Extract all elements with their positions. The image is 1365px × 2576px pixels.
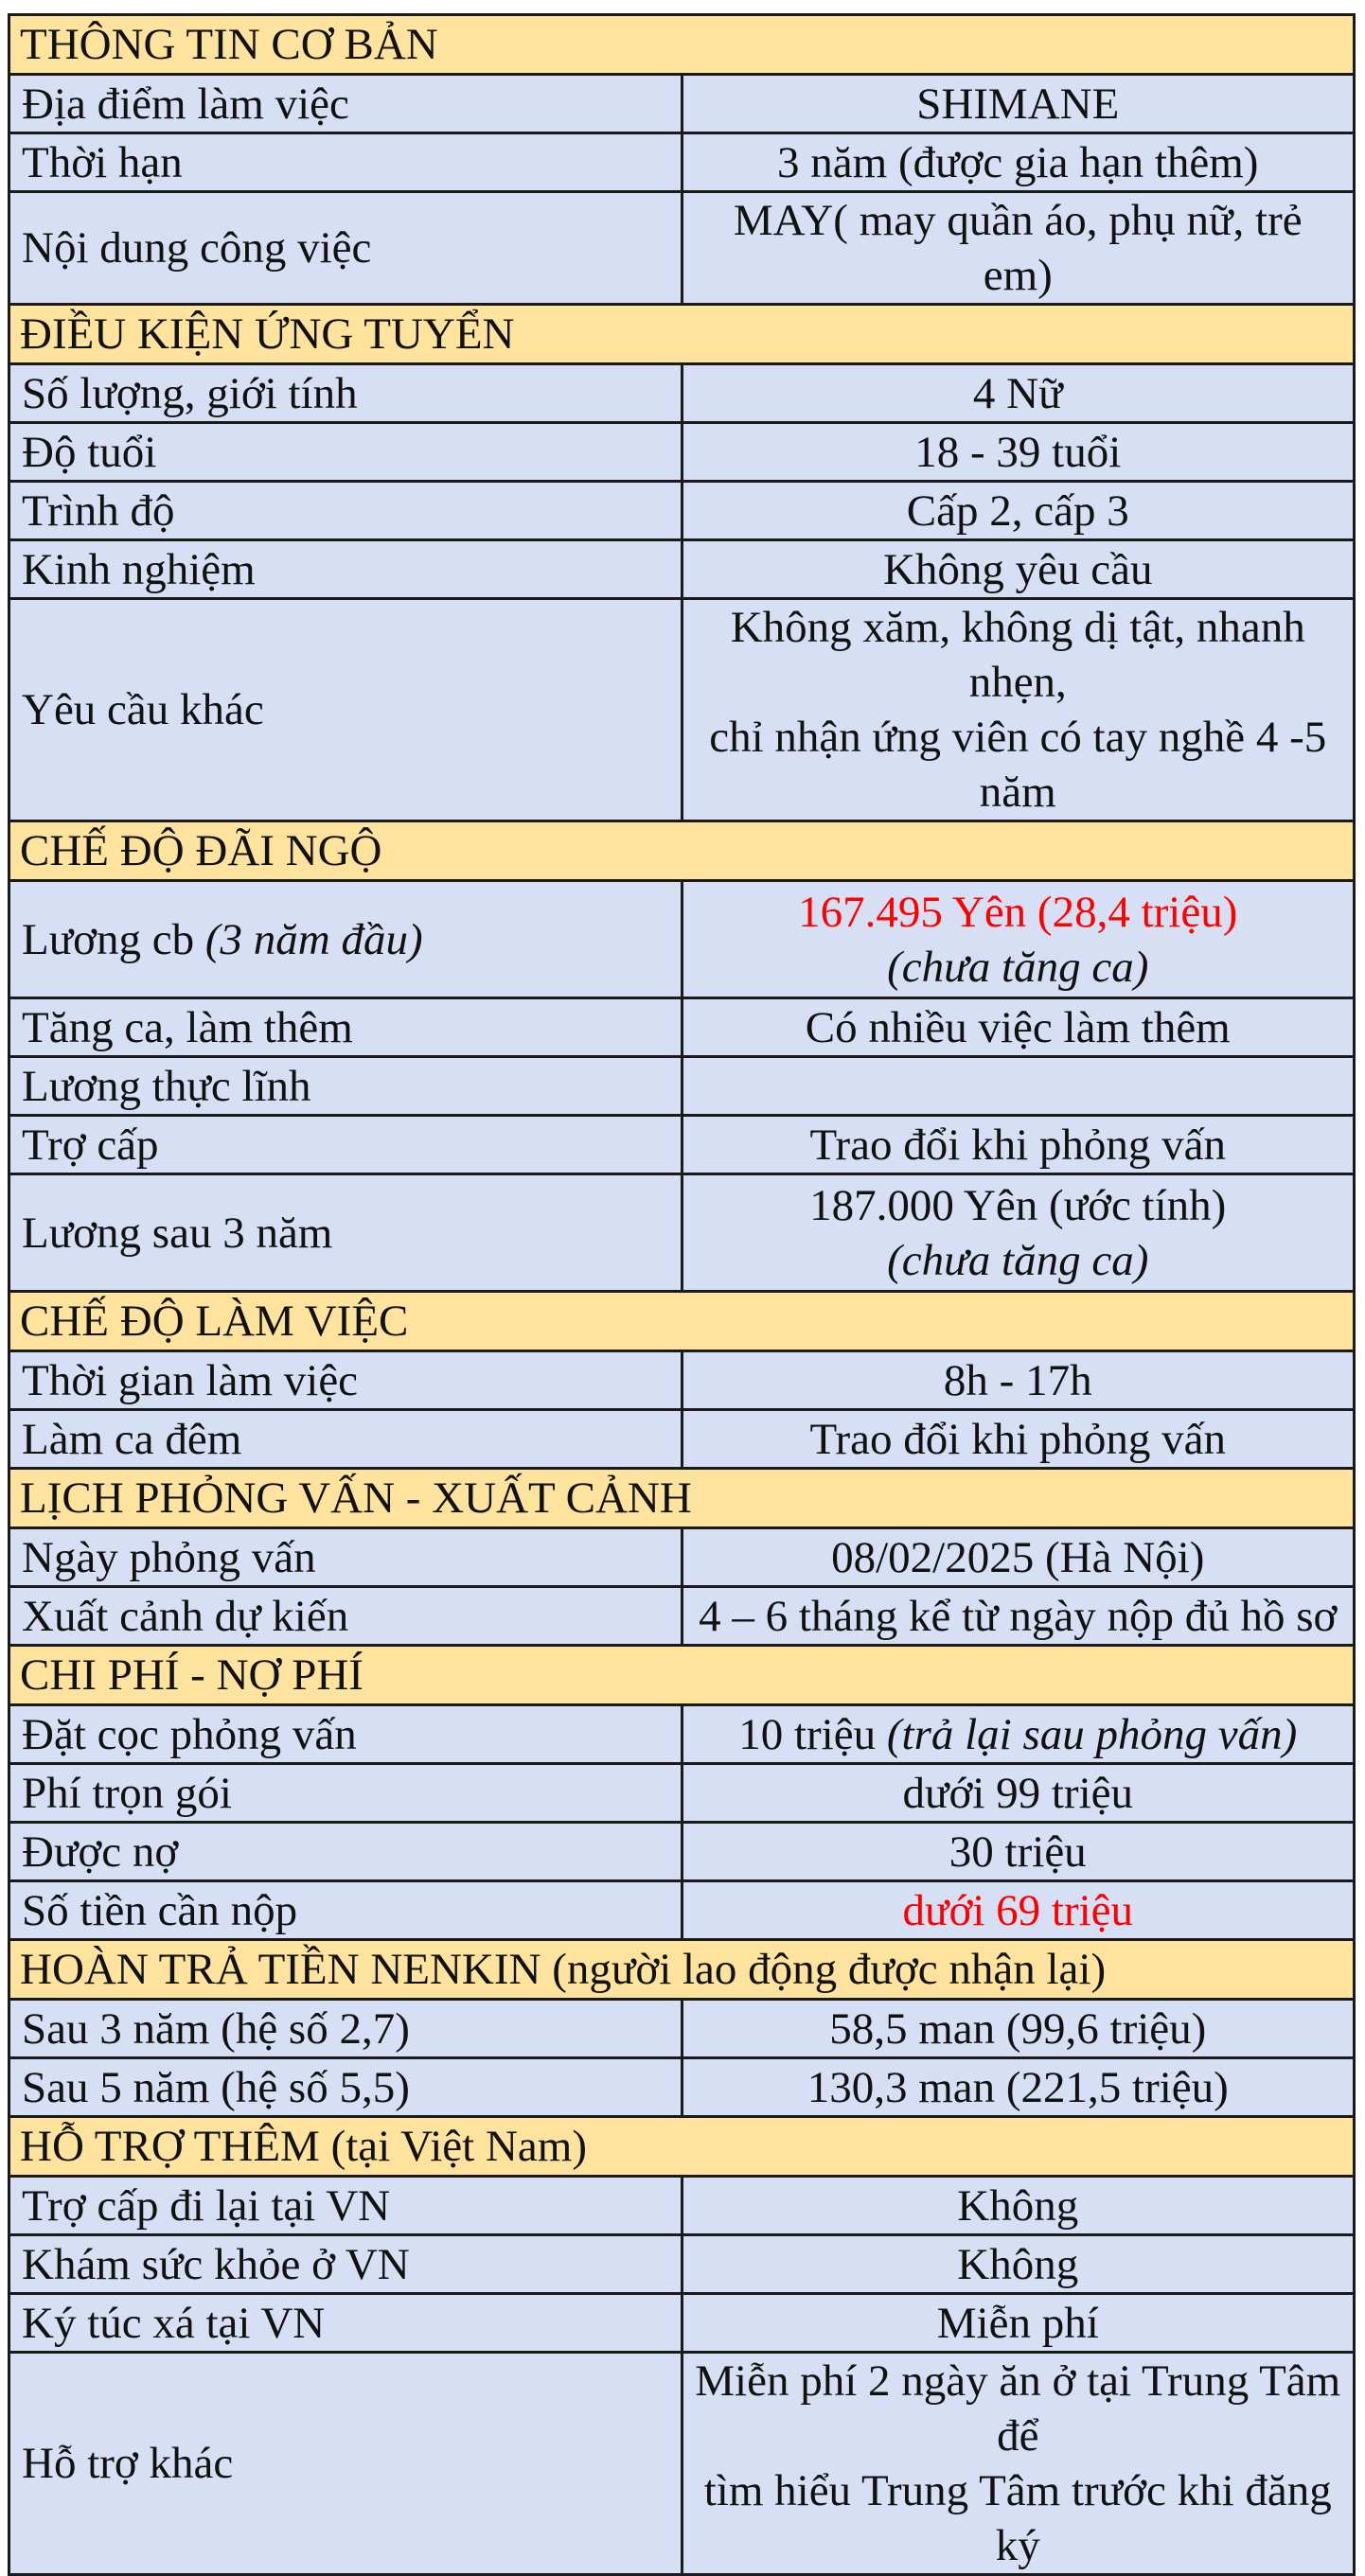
row-label: Trợ cấp đi lại tại VN xyxy=(9,2177,682,2235)
row-value: SHIMANE xyxy=(682,75,1355,133)
table-row xyxy=(9,1351,1355,1410)
table-row xyxy=(9,1705,1355,1764)
row-value: Trao đổi khi phỏng vấn xyxy=(682,1410,1355,1469)
table-row xyxy=(9,2235,1355,2294)
deposit-note: (trả lại sau phỏng vấn) xyxy=(886,1709,1298,1759)
salary-amount: 167.495 Yên (28,4 triệu) xyxy=(798,887,1238,937)
label-note: (3 năm đầu) xyxy=(204,914,423,964)
table-row xyxy=(9,1823,1355,1881)
section-title: CHẾ ĐỘ LÀM VIỆC xyxy=(9,1292,1355,1351)
row-value: Cấp 2, cấp 3 xyxy=(682,482,1355,540)
row-label: Trợ cấp xyxy=(9,1116,682,1174)
section-title: LỊCH PHỎNG VẤN - XUẤT CẢNH xyxy=(9,1469,1355,1528)
row-value: Không xyxy=(682,2177,1355,2235)
table-row xyxy=(9,482,1355,540)
table-row xyxy=(9,1881,1355,1940)
row-label: Trình độ xyxy=(9,482,682,540)
table-row xyxy=(9,2353,1355,2575)
value-line-1: Không xăm, không dị tật, nhanh nhẹn, xyxy=(730,603,1305,707)
table-row xyxy=(9,1587,1355,1646)
table-row xyxy=(9,192,1355,305)
row-label: Thời hạn xyxy=(9,133,682,192)
row-label xyxy=(9,881,682,998)
row-value xyxy=(682,1705,1355,1764)
row-label: Được nợ xyxy=(9,1823,682,1881)
row-value: 18 - 39 tuổi xyxy=(682,423,1355,482)
row-value: dưới 69 triệu xyxy=(682,1881,1355,1940)
row-value: dưới 99 triệu xyxy=(682,1764,1355,1823)
row-label: Sau 3 năm (hệ số 2,7) xyxy=(9,2000,682,2058)
value-line-1: 187.000 Yên (ước tính) xyxy=(809,1180,1227,1230)
row-label: Hỗ trợ khác xyxy=(9,2353,682,2575)
table-row xyxy=(9,364,1355,423)
section-schedule xyxy=(9,1469,1355,1528)
table-row xyxy=(9,1116,1355,1174)
row-label: Đặt cọc phỏng vấn xyxy=(9,1705,682,1764)
section-costs xyxy=(9,1646,1355,1705)
section-title: ĐIỀU KIỆN ỨNG TUYỂN xyxy=(9,305,1355,364)
row-value xyxy=(682,2353,1355,2575)
table-row xyxy=(9,1764,1355,1823)
table-row xyxy=(9,75,1355,133)
value-line-2: (chưa tăng ca) xyxy=(887,1235,1149,1285)
row-label: Sau 5 năm (hệ số 5,5) xyxy=(9,2058,682,2117)
row-label: Thời gian làm việc xyxy=(9,1351,682,1410)
row-value xyxy=(682,599,1355,821)
table-row xyxy=(9,1057,1355,1116)
section-nenkin xyxy=(9,1940,1355,2000)
row-label: Yêu cầu khác xyxy=(9,599,682,821)
row-label: Số tiền cần nộp xyxy=(9,1881,682,1940)
job-info-table xyxy=(8,13,1356,2576)
table-row xyxy=(9,540,1355,599)
section-requirements xyxy=(9,305,1355,364)
table-row xyxy=(9,998,1355,1057)
row-value: 58,5 man (99,6 triệu) xyxy=(682,2000,1355,2058)
row-label: Địa điểm làm việc xyxy=(9,75,682,133)
row-label: Ngày phỏng vấn xyxy=(9,1528,682,1587)
table-row xyxy=(9,2177,1355,2235)
label-text: Lương cb xyxy=(22,914,205,964)
row-label: Xuất cảnh dự kiến xyxy=(9,1587,682,1646)
table-row xyxy=(9,1174,1355,1292)
section-benefits xyxy=(9,821,1355,881)
row-value xyxy=(682,1057,1355,1116)
row-label: Phí trọn gói xyxy=(9,1764,682,1823)
row-value xyxy=(682,881,1355,998)
table-row xyxy=(9,1528,1355,1587)
section-basic xyxy=(9,15,1355,75)
row-value: 30 triệu xyxy=(682,1823,1355,1881)
row-label: Độ tuổi xyxy=(9,423,682,482)
row-label: Nội dung công việc xyxy=(9,192,682,305)
table-row xyxy=(9,2000,1355,2058)
row-value: Trao đổi khi phỏng vấn xyxy=(682,1116,1355,1174)
value-line-2: tìm hiểu Trung Tâm trước khi đăng ký xyxy=(703,2466,1332,2570)
value-line-1: Miễn phí 2 ngày ăn ở tại Trung Tâm để xyxy=(695,2356,1341,2461)
row-value: 130,3 man (221,5 triệu) xyxy=(682,2058,1355,2117)
row-label: Ký túc xá tại VN xyxy=(9,2294,682,2353)
row-value: 08/02/2025 (Hà Nội) xyxy=(682,1528,1355,1587)
row-label: Khám sức khỏe ở VN xyxy=(9,2235,682,2294)
table-row xyxy=(9,133,1355,192)
row-label: Tăng ca, làm thêm xyxy=(9,998,682,1057)
row-label: Lương thực lĩnh xyxy=(9,1057,682,1116)
row-value: 4 – 6 tháng kể từ ngày nộp đủ hồ sơ xyxy=(682,1587,1355,1646)
table-row xyxy=(9,881,1355,998)
row-label: Số lượng, giới tính xyxy=(9,364,682,423)
value-line-2: chỉ nhận ứng viên có tay nghề 4 -5 năm xyxy=(709,713,1327,817)
section-title: HOÀN TRẢ TIỀN NENKIN (người lao động được nhận lại) xyxy=(9,1940,1355,2000)
section-support xyxy=(9,2117,1355,2177)
row-value: Không xyxy=(682,2235,1355,2294)
row-value: Có nhiều việc làm thêm xyxy=(682,998,1355,1057)
row-label: Kinh nghiệm xyxy=(9,540,682,599)
table-row xyxy=(9,423,1355,482)
section-title: CHI PHÍ - NỢ PHÍ xyxy=(9,1646,1355,1705)
table-row xyxy=(9,2058,1355,2117)
row-value: 8h - 17h xyxy=(682,1351,1355,1410)
row-value: Không yêu cầu xyxy=(682,540,1355,599)
row-label: Làm ca đêm xyxy=(9,1410,682,1469)
row-value: 3 năm (được gia hạn thêm) xyxy=(682,133,1355,192)
row-value xyxy=(682,1174,1355,1292)
section-title: THÔNG TIN CƠ BẢN xyxy=(9,15,1355,75)
row-value: Miễn phí xyxy=(682,2294,1355,2353)
table-row xyxy=(9,599,1355,821)
deposit-amount: 10 triệu xyxy=(738,1709,887,1759)
salary-note: (chưa tăng ca) xyxy=(887,942,1149,992)
section-title: CHẾ ĐỘ ĐÃI NGỘ xyxy=(9,821,1355,881)
section-work xyxy=(9,1292,1355,1351)
table-row xyxy=(9,1410,1355,1469)
row-value: MAY( may quần áo, phụ nữ, trẻ em) xyxy=(682,192,1355,305)
section-title: HỖ TRỢ THÊM (tại Việt Nam) xyxy=(9,2117,1355,2177)
row-value: 4 Nữ xyxy=(682,364,1355,423)
row-label: Lương sau 3 năm xyxy=(9,1174,682,1292)
table-row xyxy=(9,2294,1355,2353)
